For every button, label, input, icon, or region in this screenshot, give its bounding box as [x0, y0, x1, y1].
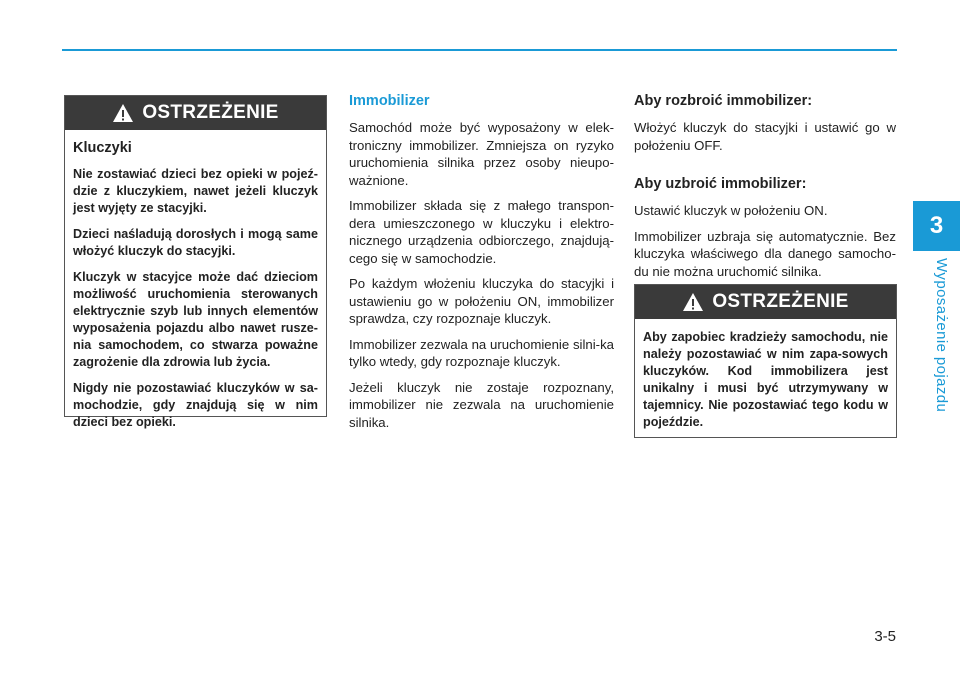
disarm-title: Aby rozbroić immobilizer:: [634, 93, 813, 109]
immobilizer-section: [349, 93, 614, 439]
warning-header: [635, 285, 896, 319]
disarm-text: Włożyć kluczyk do stacyjki i ustawić go w położeniu OFF.: [634, 120, 896, 153]
chapter-number-tab: 3: [913, 201, 960, 251]
page-number: 3-5: [874, 628, 896, 645]
warning-box-spare-keys: [634, 284, 897, 438]
section-title: Immobilizer: [349, 93, 430, 109]
warning-triangle-icon: [112, 103, 134, 123]
warning-subtitle: Kluczyki: [73, 140, 132, 156]
warning-paragraph: Nie zostawiać dzieci bez opieki w pojeź-dzie z kluczykiem, nawet jeżeli kluczyk jest wyjęty ze stacyjki.: [73, 167, 318, 215]
warning-paragraph: Kluczyk w stacyjce może dać dzieciom możliwość uruchomienia sterowanych elektrycznie szyb lub innych elementów wyposażenia pojazdu albo nawet rusze-nia samochodem, co stwarza poważne zagrożenie dla zdrowia lub życia.: [73, 270, 318, 369]
arm-title: Aby uzbroić immobilizer:: [634, 176, 807, 192]
arm-paragraph: Immobilizer uzbraja się automatycznie. Bez kluczyka właściwego dla danego samocho-du nie można uruchomić silnika.: [634, 228, 896, 279]
warning-paragraph: Nigdy nie pozostawiać kluczyków w sa-mochodzie, gdy znajdują się w nim dzieci bez opieki.: [73, 381, 318, 429]
warning-triangle-icon: [682, 292, 704, 312]
body-paragraph: Samochód może być wyposażony w elek-troniczny immobilizer. Zmniejsza on ryzyko uruchomienia silnika przez osoby nieupo-ważnione.: [349, 120, 614, 188]
chapter-title: Wyposażenie pojazdu: [933, 258, 950, 413]
body-paragraph: Po każdym włożeniu kluczyka do stacyjki i ustawieniu go w położeniu ON, immobilizer sprawdza, czy rozpoznaje kluczyk.: [349, 276, 614, 326]
warning-header: [65, 96, 326, 130]
warning-heading: OSTRZEŻENIE: [712, 291, 849, 312]
warning-box-keys: [64, 95, 327, 429]
body-paragraph: Immobilizer składa się z małego transpon-dera umieszczonego w kluczyku i elektro-nicznego urządzenia odbiorczego, znajdują-cego się w samochodzie.: [349, 198, 614, 266]
warning-paragraph: Aby zapobiec kradzieży samochodu, nie należy pozostawiać w nim zapa-sowych kluczyków. Kod immobilizera jest unikalny i musi być utrzymywany w tajemnicy. Nie pozostawiać tego kodu w pojeździe.: [643, 330, 888, 429]
header-rule: [62, 49, 897, 51]
warning-heading: OSTRZEŻENIE: [142, 102, 279, 123]
body-paragraph: Jeżeli kluczyk nie zostaje rozpoznany, immobilizer nie zezwala na uruchomienie silnika.: [349, 379, 614, 430]
immobilizer-instructions: [634, 93, 896, 288]
body-paragraph: Immobilizer zezwala na uruchomienie silni-ka tylko wtedy, gdy rozpoznaje kluczyk.: [349, 336, 614, 369]
warning-paragraph: Dzieci naśladują dorosłych i mogą same włożyć kluczyk do stacyjki.: [73, 227, 318, 258]
arm-paragraph: Ustawić kluczyk w położeniu ON.: [634, 203, 828, 218]
